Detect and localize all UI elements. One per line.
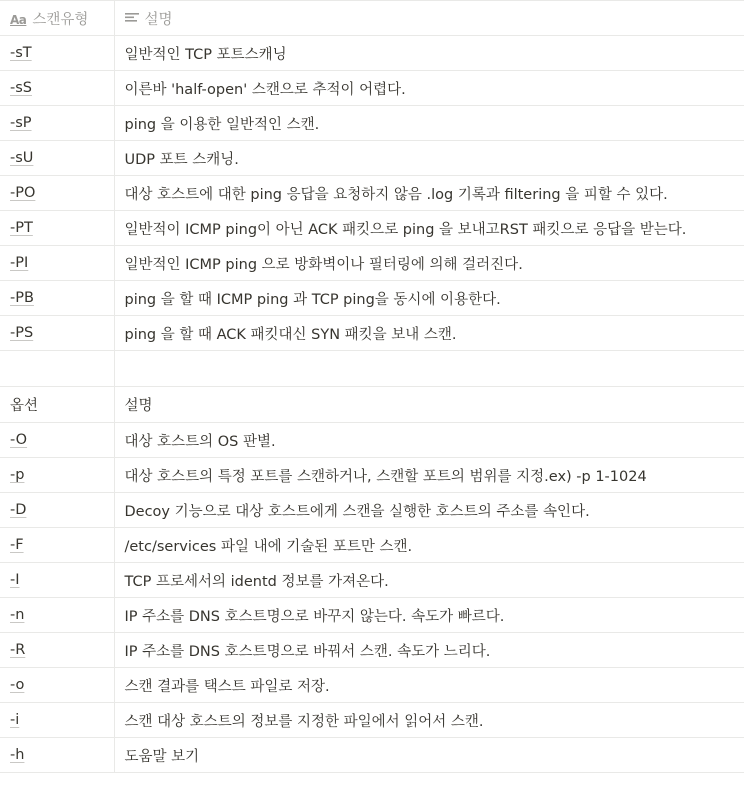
description-cell[interactable]: IP 주소를 DNS 호스트명으로 바꿔서 스캔. 속도가 느리다. bbox=[114, 633, 744, 668]
text-property-icon: Aa bbox=[10, 12, 27, 27]
option-cell[interactable] bbox=[0, 738, 114, 773]
option-cell[interactable] bbox=[0, 246, 114, 281]
table-row[interactable] bbox=[0, 246, 744, 281]
description-cell[interactable]: /etc/services 파일 내에 기술된 포트만 스캔. bbox=[114, 528, 744, 563]
option-cell[interactable] bbox=[0, 633, 114, 668]
lines-property-icon bbox=[125, 12, 139, 28]
empty-cell[interactable] bbox=[0, 351, 114, 387]
table-row[interactable] bbox=[0, 316, 744, 351]
option-cell[interactable] bbox=[0, 563, 114, 598]
option-title-link[interactable]: -PI bbox=[10, 255, 29, 271]
option-title-link[interactable]: -sT bbox=[10, 45, 32, 61]
option-title-link[interactable]: -sS bbox=[10, 80, 32, 96]
description-cell[interactable]: ping 을 할 때 ACK 패킷대신 SYN 패킷을 보내 스캔. bbox=[114, 316, 744, 351]
option-title-link[interactable]: -i bbox=[10, 712, 20, 728]
table-row[interactable] bbox=[0, 633, 744, 668]
option-header-description[interactable]: 설명 bbox=[114, 387, 744, 423]
description-cell[interactable]: 스캔 대상 호스트의 정보를 지정한 파일에서 읽어서 스캔. bbox=[114, 703, 744, 738]
option-title-link[interactable]: -h bbox=[10, 747, 25, 763]
table-row[interactable] bbox=[0, 668, 744, 703]
option-cell[interactable] bbox=[0, 211, 114, 246]
table-row[interactable] bbox=[0, 703, 744, 738]
option-title-link[interactable]: -n bbox=[10, 607, 25, 623]
empty-cell[interactable] bbox=[114, 351, 744, 387]
empty-row[interactable] bbox=[0, 351, 744, 387]
option-title-link[interactable]: -o bbox=[10, 677, 25, 693]
table-header-row bbox=[0, 1, 744, 36]
option-cell[interactable] bbox=[0, 281, 114, 316]
description-cell[interactable]: 일반적인 ICMP ping 으로 방화벽이나 필터링에 의해 걸러진다. bbox=[114, 246, 744, 281]
option-title-link[interactable]: -I bbox=[10, 572, 20, 588]
table-row[interactable] bbox=[0, 106, 744, 141]
table-row[interactable] bbox=[0, 738, 744, 773]
option-title-link[interactable]: -PO bbox=[10, 185, 36, 201]
description-cell[interactable]: 일반적인 TCP 포트스캐닝 bbox=[114, 36, 744, 71]
table-row[interactable] bbox=[0, 458, 744, 493]
description-cell[interactable]: UDP 포트 스캐닝. bbox=[114, 141, 744, 176]
column-header-scan-type[interactable] bbox=[0, 1, 114, 36]
option-cell[interactable] bbox=[0, 106, 114, 141]
column-header-label: 스캔유형 bbox=[32, 11, 89, 28]
description-cell[interactable]: 대상 호스트의 특정 포트를 스캔하거나, 스캔할 포트의 범위를 지정.ex) -p 1-1024 bbox=[114, 458, 744, 493]
option-header-row[interactable] bbox=[0, 387, 744, 423]
table-row[interactable] bbox=[0, 71, 744, 106]
table-row[interactable] bbox=[0, 141, 744, 176]
option-cell[interactable] bbox=[0, 703, 114, 738]
option-cell[interactable] bbox=[0, 36, 114, 71]
description-cell[interactable]: 이른바 'half-open' 스캔으로 추적이 어렵다. bbox=[114, 71, 744, 106]
description-cell[interactable]: 스캔 결과를 택스트 파일로 저장. bbox=[114, 668, 744, 703]
option-title-link[interactable]: -sP bbox=[10, 115, 32, 131]
column-header-description[interactable] bbox=[114, 1, 744, 36]
option-title-link[interactable]: -PS bbox=[10, 325, 34, 341]
option-title-link[interactable]: -sU bbox=[10, 150, 34, 166]
table-row[interactable] bbox=[0, 563, 744, 598]
option-cell[interactable] bbox=[0, 458, 114, 493]
option-title-link[interactable]: -R bbox=[10, 642, 26, 658]
option-title-link[interactable]: -D bbox=[10, 502, 27, 518]
table-row[interactable] bbox=[0, 36, 744, 71]
option-cell[interactable] bbox=[0, 668, 114, 703]
option-cell[interactable] bbox=[0, 141, 114, 176]
description-cell[interactable]: ping 을 이용한 일반적인 스캔. bbox=[114, 106, 744, 141]
description-cell[interactable]: ping 을 할 때 ICMP ping 과 TCP ping을 동시에 이용한다. bbox=[114, 281, 744, 316]
option-header-option[interactable]: 옵션 bbox=[0, 387, 114, 423]
description-cell[interactable]: TCP 프로세서의 identd 정보를 가져온다. bbox=[114, 563, 744, 598]
option-cell[interactable] bbox=[0, 493, 114, 528]
description-cell[interactable]: Decoy 기능으로 대상 호스트에게 스캔을 실행한 호스트의 주소를 속인다. bbox=[114, 493, 744, 528]
option-cell[interactable] bbox=[0, 423, 114, 458]
description-cell[interactable]: 도움말 보기 bbox=[114, 738, 744, 773]
description-cell[interactable]: 대상 호스트에 대한 ping 응답을 요청하지 않음 .log 기록과 filtering 을 피할 수 있다. bbox=[114, 176, 744, 211]
option-cell[interactable] bbox=[0, 316, 114, 351]
option-cell[interactable] bbox=[0, 176, 114, 211]
description-cell[interactable]: IP 주소를 DNS 호스트명으로 바꾸지 않는다. 속도가 빠르다. bbox=[114, 598, 744, 633]
table-row[interactable] bbox=[0, 281, 744, 316]
option-title-link[interactable]: -PB bbox=[10, 290, 34, 306]
option-cell[interactable] bbox=[0, 528, 114, 563]
table-row[interactable] bbox=[0, 423, 744, 458]
table-row[interactable] bbox=[0, 528, 744, 563]
description-cell[interactable]: 대상 호스트의 OS 판별. bbox=[114, 423, 744, 458]
option-title-link[interactable]: -PT bbox=[10, 220, 33, 236]
table-row[interactable] bbox=[0, 598, 744, 633]
option-title-link[interactable]: -F bbox=[10, 537, 24, 553]
table-row[interactable] bbox=[0, 493, 744, 528]
option-title-link[interactable]: -O bbox=[10, 432, 28, 448]
column-header-label: 설명 bbox=[144, 11, 173, 28]
table-row[interactable] bbox=[0, 211, 744, 246]
option-title-link[interactable]: -p bbox=[10, 467, 25, 483]
table-row[interactable] bbox=[0, 176, 744, 211]
option-cell[interactable] bbox=[0, 598, 114, 633]
option-cell[interactable] bbox=[0, 71, 114, 106]
description-cell[interactable]: 일반적이 ICMP ping이 아닌 ACK 패킷으로 ping 을 보내고RST 패킷으로 응답을 받는다. bbox=[114, 211, 744, 246]
